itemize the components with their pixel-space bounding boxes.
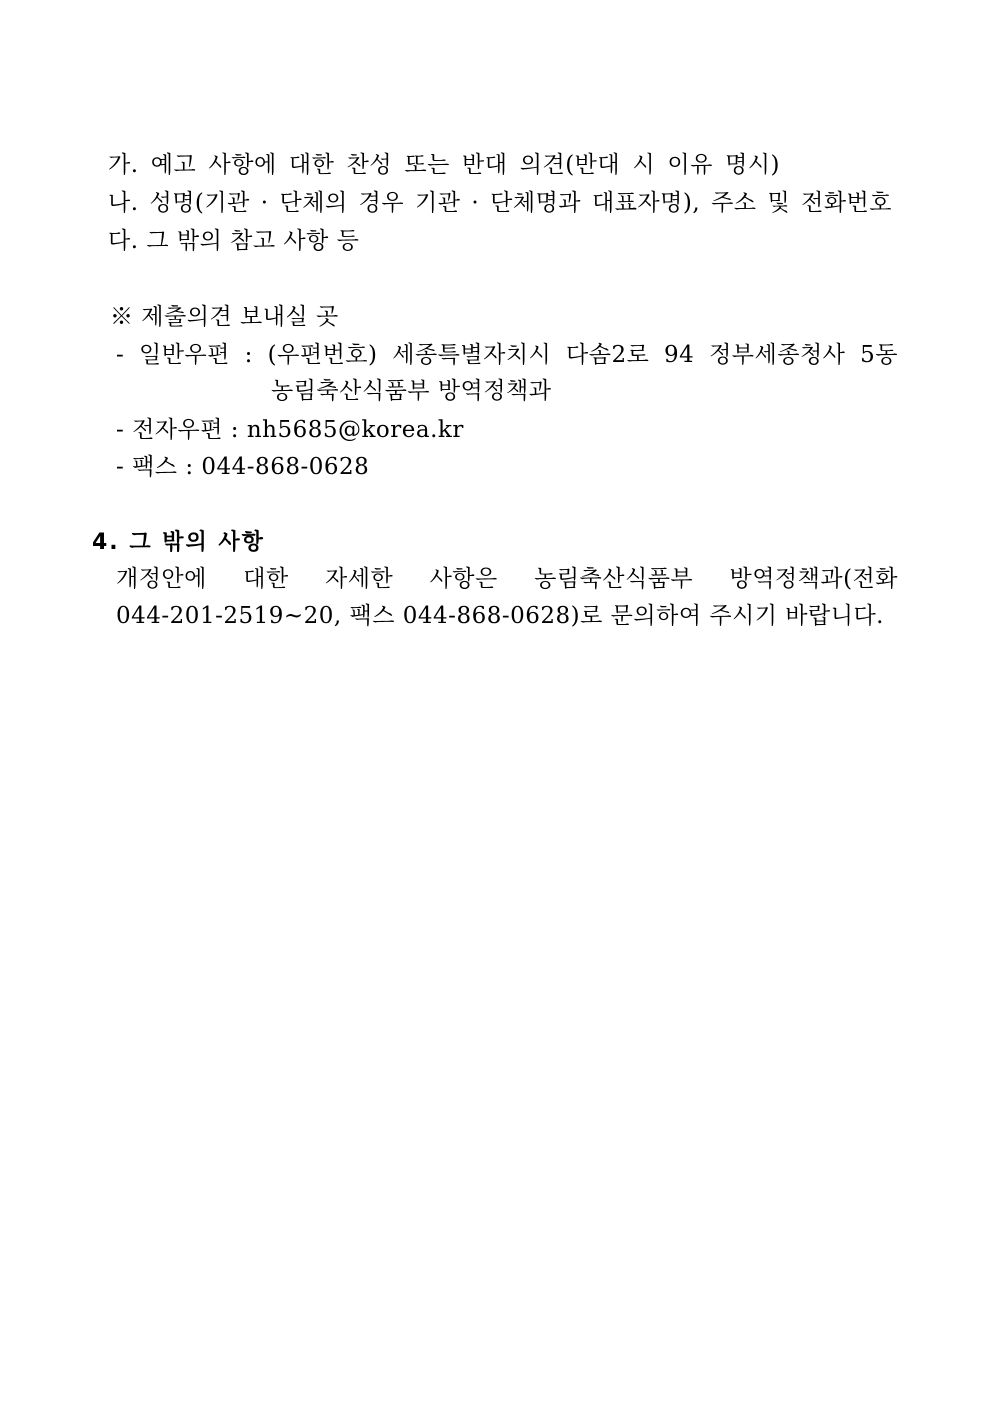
submission-title: ※ 제출의견 보내실 곳 — [110, 304, 339, 330]
opinion-item-na: 나. 성명(기관 · 단체의 경우 기관 · 단체명과 대표자명), 주소 및 전화번호 — [108, 190, 892, 216]
section-4-heading: 4. 그 밖의 사항 — [92, 530, 265, 555]
submission-email-line: - 전자우편 : nh5685@korea.kr — [116, 417, 464, 443]
submission-mail-line: - 일반우편 : (우편번호) 세종특별자치시 다솜2로 94 정부세종청사 5동 — [116, 342, 898, 368]
section-4-body-line-2: 044-201-2519~20, 팩스 044-868-0628)로 문의하여 주시기 바랍니다. — [116, 603, 884, 629]
submission-fax-line: - 팩스 : 044-868-0628 — [116, 454, 370, 480]
opinion-item-ga: 가. 예고 사항에 대한 찬성 또는 반대 의견(반대 시 이유 명시) — [108, 152, 780, 178]
opinion-item-da: 다. 그 밖의 참고 사항 등 — [108, 228, 360, 254]
submission-mail-address-cont: 농림축산식품부 방역정책과 — [271, 378, 552, 404]
section-4-body-line-1: 개정안에 대한 자세한 사항은 농림축산식품부 방역정책과(전화 — [116, 566, 898, 592]
